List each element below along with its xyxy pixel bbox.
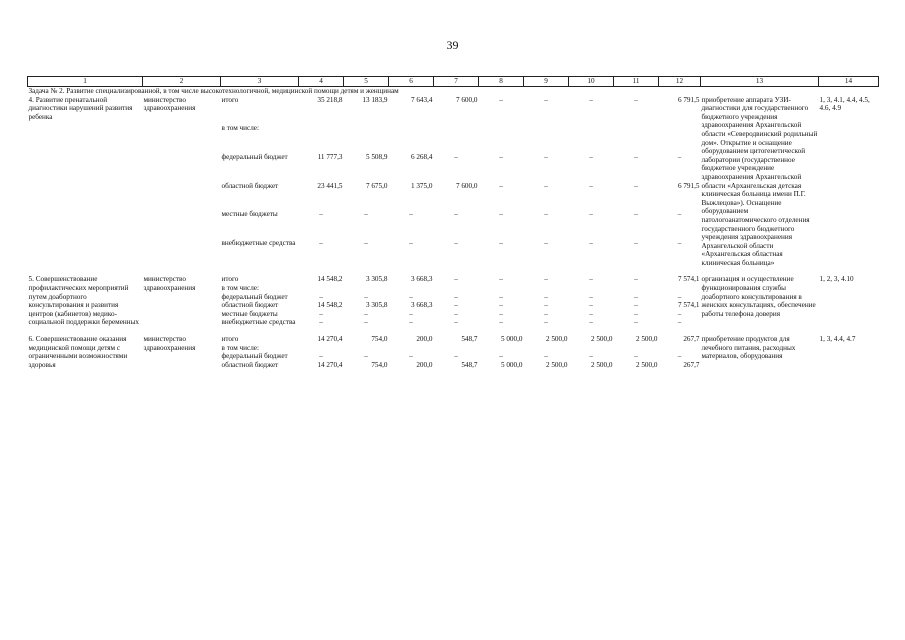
amount-cell: –	[409, 292, 413, 301]
amount-cell: –	[589, 238, 593, 247]
funding-source: внебюджетные средства	[221, 318, 296, 327]
amount-cell: –	[634, 210, 638, 219]
amount-cell: –	[677, 152, 682, 161]
amount-cell	[569, 124, 614, 153]
amount-cell	[299, 124, 344, 153]
executor: министерство здравоохранения	[143, 275, 196, 293]
executor: министерство здравоохранения	[143, 335, 196, 352]
amount-cell: –	[589, 95, 593, 104]
expected-result: приобретение аппарата УЗИ-диагностики для государственного бюджетного учреждения здравоохранения Архангельской области «Северодвинский родильный дом». Открытие и оснащение оборудованием цитогенетической лаборатории (государственное бюджетное учреждение здравоохранения Архангельской области «Архангельская детская клиническая больница имени П.Г. Выжлецова»). Оснащение оборудованием патологоанатомического отделения государственного бюджетного учреждения здравоохранения Архангельской области «Архангельская областная клиническая больница»	[701, 95, 818, 267]
column-header: 6	[389, 77, 434, 87]
amount-cell	[434, 284, 479, 293]
spacer-cell	[28, 327, 879, 335]
amount-cell: –	[364, 352, 368, 361]
amount-cell: 14 548,2	[317, 301, 343, 310]
spacer-cell	[28, 267, 879, 275]
executor: министерство здравоохранения	[143, 95, 196, 113]
amount-cell: –	[589, 275, 593, 284]
amount-cell: 200,0	[416, 360, 433, 369]
funding-source: итого	[221, 335, 239, 344]
amount-cell: –	[544, 95, 548, 104]
column-header: 13	[701, 77, 819, 87]
amount-cell	[479, 344, 524, 353]
amount-cell: 14 270,4	[317, 360, 343, 369]
column-header: 11	[614, 77, 659, 87]
amount-cell: –	[589, 309, 593, 318]
funding-source: местные бюджеты	[221, 210, 278, 219]
funding-source: областной бюджет	[221, 301, 279, 310]
amount-cell: 7 675,0	[365, 181, 388, 190]
target-indicators: 1, 3, 4.1, 4.4, 4.5, 4.6, 4.9	[819, 95, 870, 113]
amount-cell: –	[544, 292, 548, 301]
amount-cell: 7 600,0	[455, 181, 478, 190]
amount-cell: –	[409, 309, 413, 318]
amount-cell: –	[499, 238, 503, 247]
column-header: 3	[221, 77, 299, 87]
amount-cell: –	[544, 238, 548, 247]
amount-cell: 2 500,0	[590, 335, 613, 344]
amount-cell: –	[454, 275, 458, 284]
measure-name: 4. Развитие пренатальной диагностики нарушений развития ребенка	[28, 95, 133, 121]
amount-cell: –	[499, 95, 503, 104]
amount-cell	[344, 344, 389, 353]
amount-cell: 754,0	[371, 335, 388, 344]
amount-cell: –	[364, 318, 368, 327]
table-row	[28, 335, 879, 344]
amount-cell: 14 270,4	[317, 335, 343, 344]
amount-cell	[659, 124, 701, 153]
column-header: 5	[344, 77, 389, 87]
amount-cell: –	[454, 238, 458, 247]
amount-cell: –	[364, 210, 368, 219]
column-header: 12	[659, 77, 701, 87]
amount-cell: –	[454, 292, 458, 301]
amount-cell: –	[634, 238, 638, 247]
amount-cell	[299, 344, 344, 353]
amount-cell	[479, 284, 524, 293]
amount-cell: –	[589, 318, 593, 327]
amount-cell: 7 574,1	[677, 301, 700, 310]
amount-cell: –	[364, 309, 368, 318]
amount-cell: 5 508,9	[365, 152, 388, 161]
section-spacer	[28, 267, 879, 275]
amount-cell: –	[634, 152, 638, 161]
amount-cell	[569, 344, 614, 353]
funding-source: в том числе:	[221, 124, 259, 133]
funding-source: областной бюджет	[221, 360, 279, 369]
amount-cell	[389, 284, 434, 293]
amount-cell: –	[677, 238, 682, 247]
amount-cell: –	[544, 352, 548, 361]
amount-cell: –	[319, 318, 323, 327]
funding-source: областной бюджет	[221, 181, 279, 190]
amount-cell: –	[499, 352, 503, 361]
amount-cell: –	[409, 352, 413, 361]
measure-name: 6. Совершенствование оказания медицинской помощи детям с ограниченными возможностями здоровья	[28, 335, 128, 369]
amount-cell: 2 500,0	[545, 335, 568, 344]
amount-cell: 754,0	[371, 360, 388, 369]
amount-cell: 5 000,0	[500, 360, 523, 369]
amount-cell: –	[364, 292, 368, 301]
column-header: 9	[524, 77, 569, 87]
amount-cell: 7 574,1	[677, 275, 700, 284]
amount-cell	[524, 344, 569, 353]
amount-cell: 1 375,0	[410, 181, 433, 190]
amount-cell: –	[677, 318, 682, 327]
funding-source: федеральный бюджет	[221, 292, 288, 301]
amount-cell: 548,7	[461, 360, 478, 369]
amount-cell: –	[589, 181, 593, 190]
amount-cell: –	[499, 275, 503, 284]
amount-cell: –	[544, 301, 548, 310]
amount-cell: –	[544, 309, 548, 318]
funding-source: в том числе:	[221, 343, 259, 352]
task-title: Задача № 2. Развитие специализированной, в том числе высокотехнологичной, медицинской помощи детям и женщинам	[28, 87, 399, 95]
amount-cell: –	[319, 309, 323, 318]
expected-result: организация и осуществление функционирования службы доабортного консультирования в женских консультациях, обеспечение работы телефона доверия	[701, 275, 816, 318]
amount-cell	[614, 284, 659, 293]
amount-cell: –	[634, 275, 638, 284]
amount-cell: –	[544, 318, 548, 327]
amount-cell	[614, 124, 659, 153]
amount-cell: –	[499, 181, 503, 190]
funding-source: федеральный бюджет	[221, 152, 288, 161]
amount-cell	[389, 344, 434, 353]
amount-cell: 3 668,3	[410, 275, 433, 284]
amount-cell: 6 791,5	[677, 181, 700, 190]
amount-cell: –	[677, 352, 682, 361]
amount-cell: –	[499, 292, 503, 301]
amount-cell: 7 643,4	[410, 95, 433, 104]
amount-cell: –	[454, 352, 458, 361]
amount-cell: –	[589, 292, 593, 301]
column-header: 14	[819, 77, 879, 87]
funding-source: федеральный бюджет	[221, 352, 288, 361]
amount-cell: –	[454, 210, 458, 219]
amount-cell: –	[319, 238, 323, 247]
amount-cell: –	[634, 181, 638, 190]
task-title-row	[28, 87, 879, 96]
amount-cell: –	[454, 301, 458, 310]
amount-cell: –	[454, 318, 458, 327]
amount-cell: –	[544, 181, 548, 190]
amount-cell	[524, 124, 569, 153]
amount-cell: –	[364, 238, 368, 247]
amount-cell: –	[409, 238, 413, 247]
funding-source: итого	[221, 95, 239, 104]
amount-cell: 2 500,0	[635, 360, 658, 369]
amount-cell	[524, 284, 569, 293]
amount-cell: –	[499, 301, 503, 310]
amount-cell	[344, 124, 389, 153]
amount-cell: 13 183,9	[362, 95, 388, 104]
amount-cell: 6 791,5	[677, 95, 700, 104]
amount-cell	[299, 284, 344, 293]
amount-cell: 35 218,8	[317, 95, 343, 104]
page-number: 39	[446, 38, 459, 52]
amount-cell: –	[454, 152, 458, 161]
amount-cell: –	[634, 352, 638, 361]
amount-cell: –	[677, 292, 682, 301]
amount-cell: –	[544, 152, 548, 161]
funding-source: итого	[221, 275, 239, 284]
amount-cell: 7 600,0	[455, 95, 478, 104]
amount-cell: –	[499, 318, 503, 327]
amount-cell	[614, 344, 659, 353]
amount-cell: –	[454, 309, 458, 318]
amount-cell: –	[589, 152, 593, 161]
amount-cell	[659, 344, 701, 353]
funding-source: внебюджетные средства	[221, 238, 296, 247]
amount-cell: 11 777,3	[317, 152, 343, 161]
amount-cell	[389, 124, 434, 153]
amount-cell: 23 441,5	[317, 181, 343, 190]
amount-cell: –	[677, 309, 682, 318]
amount-cell: –	[589, 352, 593, 361]
header-row	[28, 77, 879, 87]
amount-cell: 6 268,4	[410, 152, 433, 161]
amount-cell: –	[634, 318, 638, 327]
column-header: 8	[479, 77, 524, 87]
column-header: 7	[434, 77, 479, 87]
column-header: 10	[569, 77, 614, 87]
target-indicators: 1, 2, 3, 4.10	[819, 275, 854, 284]
amount-cell	[434, 124, 479, 153]
amount-cell: –	[409, 318, 413, 327]
amount-cell: –	[544, 210, 548, 219]
amount-cell: –	[499, 152, 503, 161]
measure-name: 5. Совершенствование профилактических мероприятий путем доабортного консультирования и развития центров (кабинетов) медико-социальной поддержки беременных	[28, 275, 140, 327]
amount-cell	[479, 124, 524, 153]
amount-cell: –	[544, 275, 548, 284]
amount-cell	[569, 284, 614, 293]
table-row	[28, 96, 879, 125]
column-header: 1	[28, 77, 143, 87]
amount-cell: –	[409, 210, 413, 219]
amount-cell: –	[589, 210, 593, 219]
amount-cell: –	[634, 309, 638, 318]
target-indicators: 1, 3, 4.4, 4.7	[819, 335, 856, 344]
amount-cell: 548,7	[461, 335, 478, 344]
amount-cell: 2 500,0	[590, 360, 613, 369]
amount-cell: –	[319, 210, 323, 219]
amount-cell: –	[634, 301, 638, 310]
amount-cell	[434, 344, 479, 353]
amount-cell: 267,7	[683, 360, 700, 369]
program-table	[27, 76, 879, 369]
amount-cell: 5 000,0	[500, 335, 523, 344]
amount-cell: 267,7	[683, 335, 700, 344]
amount-cell: –	[319, 292, 323, 301]
amount-cell: –	[634, 292, 638, 301]
amount-cell: –	[589, 301, 593, 310]
column-header: 2	[143, 77, 221, 87]
amount-cell: 14 548,2	[317, 275, 343, 284]
funding-source: местные бюджеты	[221, 309, 278, 318]
amount-cell	[344, 284, 389, 293]
amount-cell: –	[677, 210, 682, 219]
amount-cell: 3 668,3	[410, 301, 433, 310]
amount-cell: 3 305,8	[365, 275, 388, 284]
section-spacer	[28, 327, 879, 335]
funding-source: в том числе:	[221, 284, 259, 293]
column-header: 4	[299, 77, 344, 87]
expected-result: приобретение продуктов для лечебного питания, расходных материалов, оборудования	[701, 335, 796, 361]
table-row	[28, 275, 879, 284]
amount-cell: 3 305,8	[365, 301, 388, 310]
amount-cell: –	[634, 95, 638, 104]
amount-cell	[659, 284, 701, 293]
amount-cell: –	[499, 309, 503, 318]
amount-cell: 2 500,0	[545, 360, 568, 369]
amount-cell: 200,0	[416, 335, 433, 344]
amount-cell: –	[319, 352, 323, 361]
amount-cell: 2 500,0	[635, 335, 658, 344]
amount-cell: –	[499, 210, 503, 219]
